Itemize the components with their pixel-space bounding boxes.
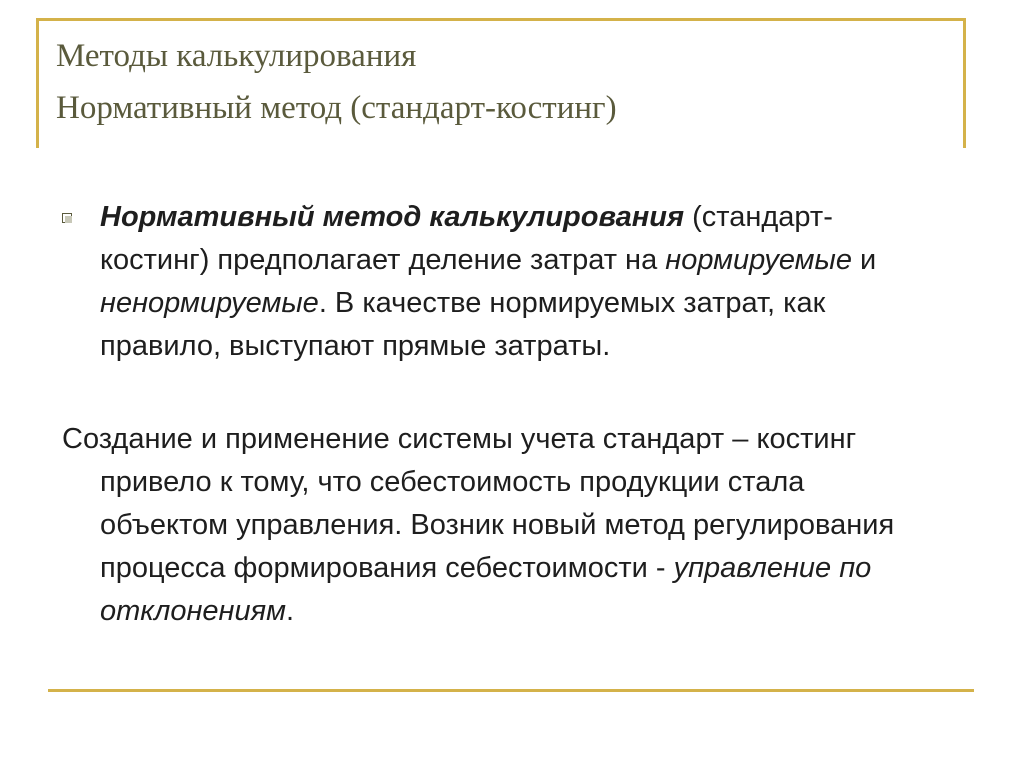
bullet-line-1-rest: (стандарт- [684, 201, 833, 233]
slide-title [56, 30, 956, 134]
bullet-line-2-start: костинг) предполагает деление затрат на [100, 244, 666, 276]
para2-line-1: Создание и применение системы учета стандарт – костинг [62, 423, 857, 455]
para2-line-2: привело к тому, что себестоимость продукции стала [100, 466, 805, 498]
paragraph-2 [62, 418, 982, 633]
bullet-line-2-end: и [851, 244, 877, 276]
term-normed: нормируемые [665, 244, 852, 276]
bullet-text [100, 196, 940, 368]
title-line-1: Методы калькулирования [56, 38, 417, 74]
bullet-line-3 [100, 282, 940, 325]
square-bullet-icon [62, 213, 72, 223]
bullet-line-2 [100, 239, 940, 282]
para2-line-4 [62, 547, 982, 590]
term-bold-italic: Нормативный метод калькулирования [100, 201, 685, 233]
para2-line-4-start: процесса формирования себестоимости - [100, 552, 674, 584]
title-top-rule [36, 18, 966, 21]
title-right-rule [963, 18, 966, 148]
bottom-rule [48, 689, 974, 692]
para2-line-5-end: . [286, 595, 295, 627]
bullet-line-1 [100, 196, 940, 239]
term-unnormed: ненормируемые [100, 287, 319, 319]
title-line-2: Нормативный метод (стандарт-костинг) [56, 90, 617, 126]
title-left-rule [36, 18, 39, 148]
bullet-line-4: правило, выступают прямые затраты. [100, 330, 611, 362]
para2-line-5 [62, 590, 982, 633]
para2-line-3: объектом управления. Возник новый метод регулирования [100, 509, 895, 541]
term-deviations: отклонениям [100, 595, 287, 627]
bullet-line-3-rest: . В качестве нормируемых затрат, как [318, 287, 826, 319]
term-management-by: управление по [673, 552, 872, 584]
